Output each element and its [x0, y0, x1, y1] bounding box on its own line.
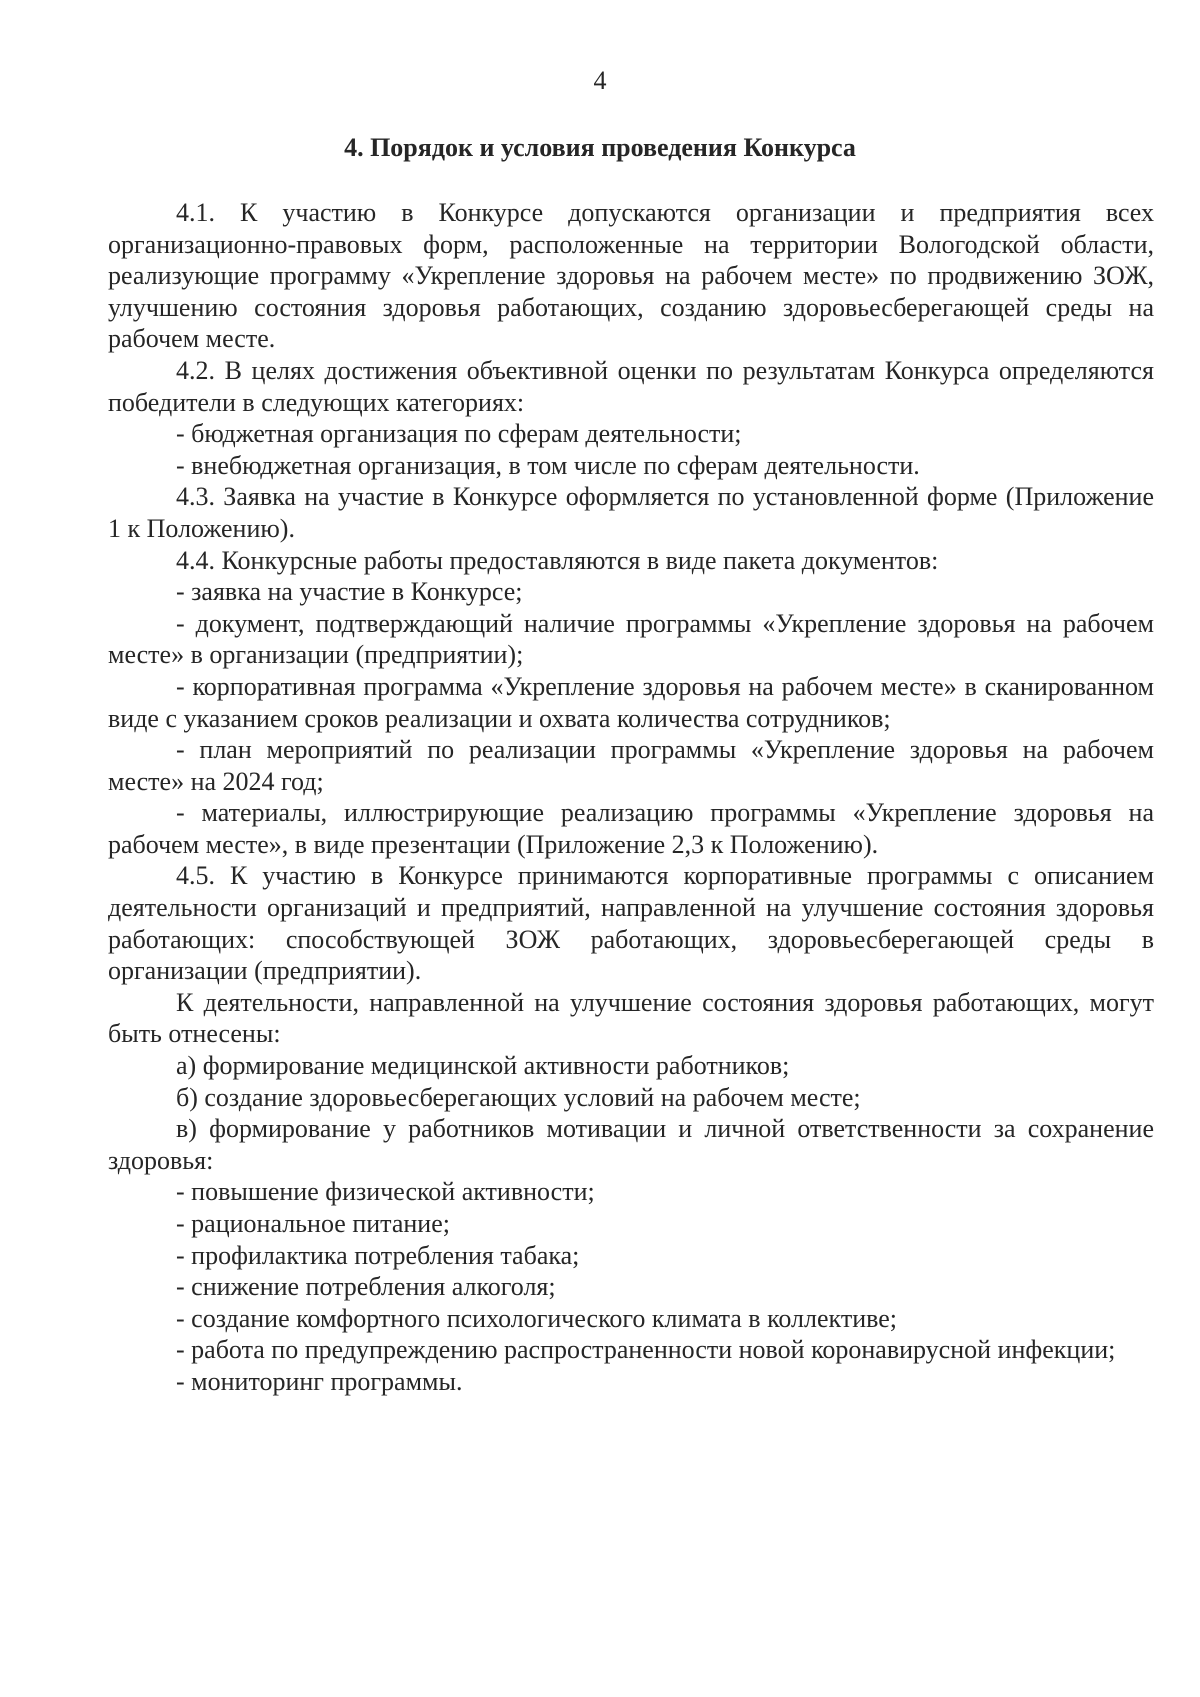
list-item: - заявка на участие в Конкурсе; [176, 577, 523, 607]
list-item: - внебюджетная организация, в том числе по сферам деятельности. [176, 450, 920, 480]
list-item: - работа по предупреждению распространенности новой коронавирусной инфекции; [176, 1335, 1116, 1365]
paragraph: К деятельности, направленной на улучшение состояния здоровья работающих, могут быть отнесены: [108, 987, 1154, 1049]
list-item: - корпоративная программа «Укрепление здоровья на рабочем месте» в сканированном виде с указанием сроков реализации и охвата количества сотрудников; [108, 671, 1154, 733]
list-item: - план мероприятий по реализации программы «Укрепление здоровья на рабочем месте» на 2024 год; [108, 735, 1154, 796]
list-item: - рациональное питание; [176, 1209, 450, 1238]
page-number: 4 [593, 66, 607, 95]
paragraph-4-2: 4.2. В целях достижения объективной оценки по результатам Конкурса определяются победители в следующих категориях: [108, 355, 1154, 417]
list-item: б) создание здоровьесберегающих условий на рабочем месте; [176, 1082, 861, 1112]
list-item: - документ, подтверждающий наличие программы «Укрепление здоровья на рабочем месте» в организации (предприятии); [108, 608, 1154, 670]
list-item: - бюджетная организация по сферам деятельности; [176, 419, 742, 449]
list-item: в) формирование у работников мотивации и личной ответственности за сохранение здоровья: [108, 1114, 1154, 1175]
list-item: - создание комфортного психологического климата в коллективе; [176, 1303, 897, 1333]
section-title: 4. Порядок и условия проведения Конкурса [344, 133, 856, 162]
list-item: - материалы, иллюстрирующие реализацию программы «Укрепление здоровья на рабочем месте», в виде презентации (Приложение 2,3 к Положению). [108, 798, 1154, 859]
document-body [108, 197, 1154, 1398]
list-item: а) формирование медицинской активности работников; [176, 1051, 790, 1081]
paragraph-4-4: 4.4. Конкурсные работы предоставляются в виде пакета документов: [176, 545, 939, 575]
list-item: - снижение потребления алкоголя; [176, 1272, 556, 1302]
list-item: - повышение физической активности; [176, 1177, 595, 1207]
paragraph-4-5: 4.5. К участию в Конкурсе принимаются корпоративные программы с описанием деятельности организаций и предприятий, направленной на улучшение состояния здоровья работающих: способствующей ЗОЖ работающих, здоровьесберегающей среды в организации (предприятии). [108, 861, 1154, 986]
paragraph-4-1: 4.1. К участию в Конкурсе допускаются организации и предприятия всех организационно-правовых форм, расположенные на территории Вологодской области, реализующие программу «Укрепление здоровья на рабочем месте» по продвижению ЗОЖ, улучшению состояния здоровья работающих, созданию здоровьесберегающей среды на рабочем месте. [108, 198, 1154, 354]
list-item: - мониторинг программы. [176, 1366, 463, 1396]
list-item: - профилактика потребления табака; [176, 1240, 580, 1270]
paragraph-4-3: 4.3. Заявка на участие в Конкурсе оформляется по установленной форме (Приложение 1 к Положению). [108, 482, 1154, 543]
